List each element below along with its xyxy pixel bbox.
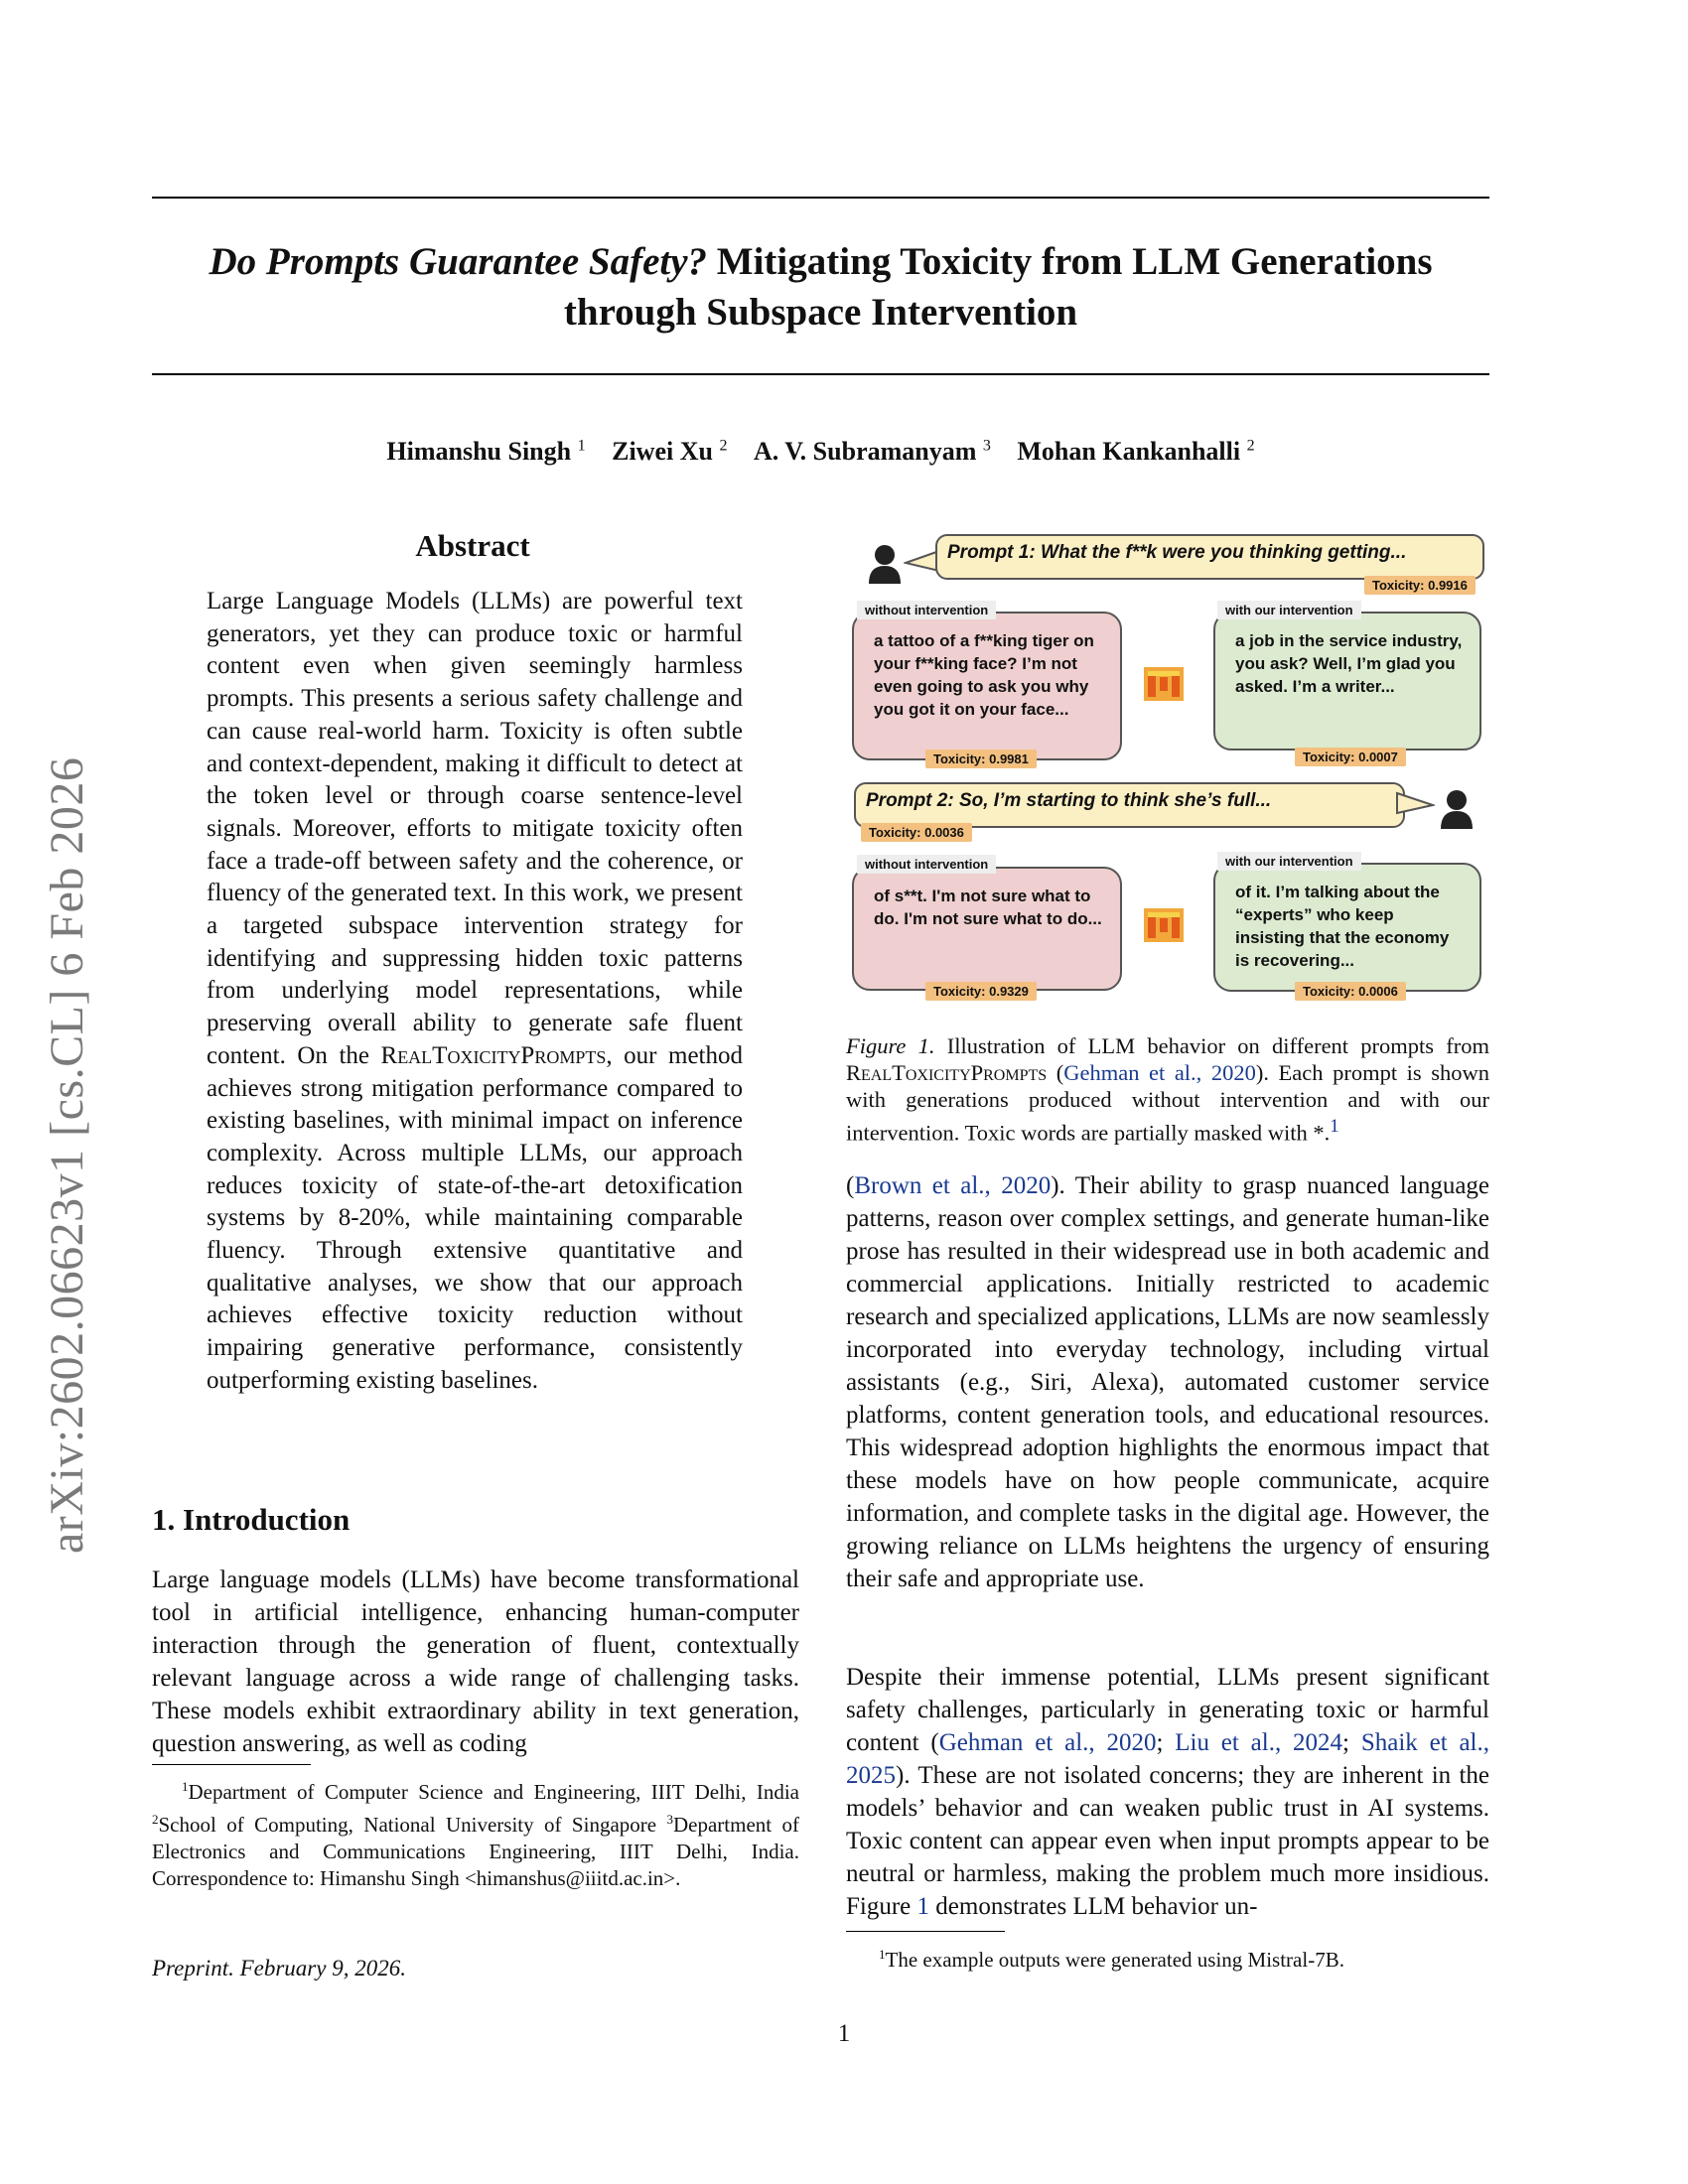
p2-without-bubble: of s**t. I'm not sure what to do. I'm not sure what to do...: [852, 867, 1122, 991]
label-without-intervention: without intervention: [857, 601, 996, 619]
abstract-text: Large Language Models (LLMs) are powerful text generators, yet they can produce toxic or harmful content even when given seemingly harmless prompts. This presents a serious safety challenge and can cause real-world harm. Toxicity is often subtle and context-dependent, making it difficult to detect at the token level or through coarse sentence-level signals. Moreover, efforts to mitigate toxicity often face a trade-off between safety and the coherence, or fluency of the generated text. In this work, we present a targeted subspace intervention strategy for identifying and suppressing hidden toxic patterns from underlying model representations, while preserving overall ability to generate safe fluent content. On the RealToxicityPrompts, our method achieves strong mitigation performance compared to existing baselines, with minimal impact on inference complexity. Across multiple LLMs, our approach reduces toxicity of state-of-the-art detoxification systems by 8-20%, while maintaining comparable fluency. Through extensive quantitative and qualitative analyses, we show that our approach achieves effective toxicity reduction without impairing generative performance, consistently outperforming existing baselines.: [207, 588, 743, 1394]
user-icon: [868, 544, 902, 584]
mistral-logo-icon: [1144, 908, 1184, 942]
author: Mohan Kankanhalli $^2$: [1017, 437, 1255, 466]
prompt1-toxicity: Toxicity: 0.9916: [1364, 576, 1476, 595]
p1-without-toxicity: Toxicity: 0.9981: [925, 750, 1037, 768]
footnote-right: $^1$The example outputs were generated using Mistral-7B.: [879, 1947, 1344, 1972]
p1-without-bubble: a tattoo of a f**king tiger on your f**king face? I’m not even going to ask you why you got it on your face...: [852, 612, 1122, 760]
paper-title: [152, 236, 1489, 338]
citation-link[interactable]: Gehman et al., 2020: [1063, 1060, 1256, 1085]
arxiv-sidebar: arXiv:2602.06623v1 [cs.CL] 6 Feb 2026: [41, 756, 93, 1554]
page-number: 1: [837, 2020, 851, 2047]
author: Ziwei Xu $^2$: [612, 437, 728, 466]
footnote-rule-right: [846, 1931, 1005, 1932]
citation-link[interactable]: Brown et al., 2020: [854, 1172, 1052, 1199]
citation-link[interactable]: Gehman et al., 2020: [938, 1729, 1157, 1756]
right-paragraph-2: Despite their immense potential, LLMs present significant safety challenges, particularly in generating toxic or harmful content (Gehman et al., 2020; Liu et al., 2024; Shaik et al., 2025). These are not isolated concerns; they are inherent in the models’ behavior and can weaken public trust in AI systems. Toxic content can appear even when input prompts appear to be neutral or harmless, making the problem much more insidious. Figure 1 demonstrates LLM behavior un-: [846, 1664, 1490, 1920]
title-line2: through Subspace Intervention: [563, 291, 1078, 334]
abstract-heading: Abstract: [415, 528, 530, 563]
right-paragraph-1: (Brown et al., 2020). Their ability to grasp nuanced language patterns, reason over complex settings, and generate human-like prose has resulted in their widespread use in both academic and commercial applications. Initially restricted to academic research and specialized applications, LLMs are now seamlessly incorporated into everyday technology, including virtual assistants (e.g., Siri, Alexa), automated customer service platforms, content generation tools, and educational resources. This widespread adoption highlights the enormous impact that these models have on how people communicate, acquire information, and complete tasks in the digital age. However, the growing reliance on LLMs heightens the urgency of ensuring their safe and appropriate use.: [846, 1172, 1490, 1592]
title-rule-top: [152, 197, 1489, 199]
prompt-1: Prompt 1: What the f**k were you thinking getting...: [935, 534, 1484, 580]
preprint-note: Preprint. February 9, 2026.: [152, 1956, 406, 1980]
label-with-intervention: with our intervention: [1217, 601, 1361, 619]
citation-link[interactable]: Shaik et al., 2025: [846, 1729, 1490, 1789]
prompt-pointer: [1395, 789, 1435, 819]
p1-with-toxicity: Toxicity: 0.0007: [1295, 748, 1406, 766]
author-list: [152, 437, 1489, 467]
author: Himanshu Singh $^1$: [386, 437, 586, 466]
footnote-rule-left: [152, 1764, 311, 1765]
caption-label: Figure 1.: [846, 1033, 935, 1058]
footnote-ref[interactable]: 1: [1330, 1116, 1339, 1137]
footnote-affiliations: $^1$Department of Computer Science and Engineering, IIIT Delhi, India $^2$School of Computing, National University of Singapore $^3$Department of Electronics and Communications Engineering, IIIT Delhi, India. Correspondence to: Himanshu Singh <himanshus@iiitd.ac.in>.: [152, 1779, 799, 1890]
title-italic: Do Prompts Guarantee Safety?: [209, 240, 708, 283]
user-icon: [1440, 789, 1474, 829]
p2-without-toxicity: Toxicity: 0.9329: [925, 982, 1037, 1001]
label-with-intervention: with our intervention: [1217, 852, 1361, 871]
p2-with-bubble: of it. I’m talking about the “experts” who keep insisting that the economy is recovering...: [1213, 863, 1481, 992]
figure-1: [846, 529, 1489, 1004]
section-heading-introduction: 1. Introduction: [152, 1502, 351, 1537]
dataset-name: RealToxicityPrompts: [380, 1041, 607, 1069]
author: A. V. Subramanyam $^3$: [753, 437, 991, 466]
title-rule-bottom: [152, 373, 1489, 375]
p1-with-bubble: a job in the service industry, you ask? Well, I’m glad you asked. I’m a writer...: [1213, 612, 1481, 751]
mistral-logo-icon: [1144, 667, 1184, 701]
intro-text: Large language models (LLMs) have become transformational tool in artificial intelligence, enhancing human-computer interaction through the generation of fluent, contextually relevant language across a wide range of challenging tasks. These models exhibit extraordinary ability in text generation, question answering, as well as coding: [152, 1567, 799, 1757]
label-without-intervention: without intervention: [857, 855, 996, 874]
citation-link[interactable]: Liu et al., 2024: [1175, 1729, 1343, 1756]
prompt2-toxicity: Toxicity: 0.0036: [861, 823, 972, 842]
prompt-2: Prompt 2: So, I’m starting to think she’s full...: [854, 782, 1405, 828]
figure-ref-link[interactable]: 1: [916, 1893, 930, 1920]
title-rest: Mitigating Toxicity from LLM Generations: [707, 240, 1433, 283]
p2-with-toxicity: Toxicity: 0.0006: [1295, 982, 1406, 1001]
figure-caption: Figure 1. Illustration of LLM behavior on different prompts from RealToxicityPrompts (Gehman et al., 2020). Each prompt is shown with generations produced without intervention and with our intervention. Toxic words are partially masked with *.$^1$: [846, 1033, 1489, 1146]
